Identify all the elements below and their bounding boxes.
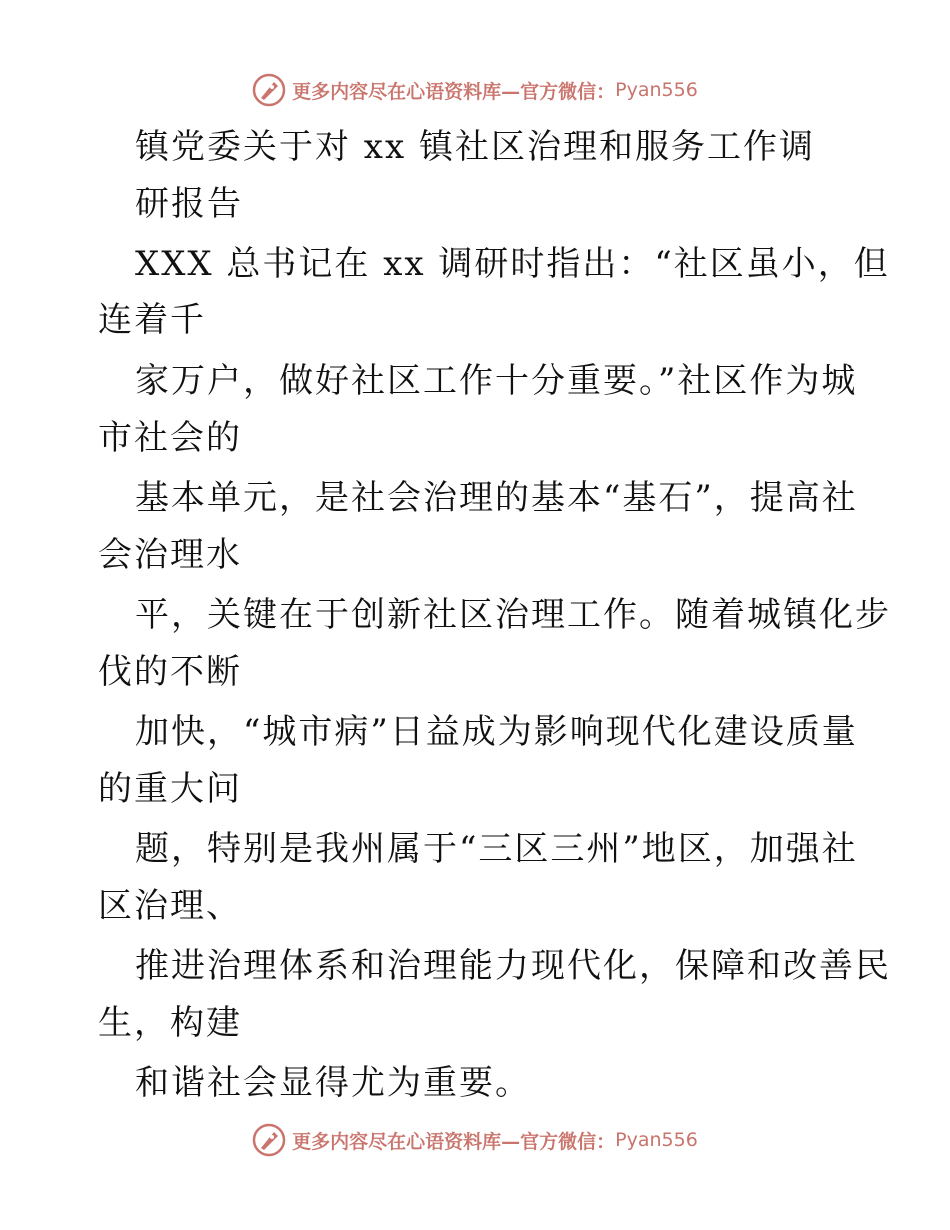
watermark-header <box>0 70 950 110</box>
fountain-pen-logo-icon <box>252 1123 286 1157</box>
text-line: 镇党委关于对 xx 镇社区治理和服务工作调 <box>135 127 815 167</box>
text-line: 基本单元，是社会治理的基本“基石”，提高社 <box>135 478 858 518</box>
text-line: 会治理水 <box>98 535 242 575</box>
text-line: 市社会的 <box>98 418 242 458</box>
text-line: XXX 总书记在 xx 调研时指出：“社区虽小，但 <box>135 244 890 284</box>
text-line: 平，关键在于创新社区治理工作。随着城镇化步 <box>135 595 891 635</box>
text-line: 和谐社会显得尤为重要。 <box>135 1063 531 1103</box>
text-line: 生，构建 <box>98 1003 242 1043</box>
text-line: 加快，“城市病”日益成为影响现代化建设质量 <box>135 712 858 752</box>
watermark-wechat-id: Pyan556 <box>615 1129 698 1151</box>
text-line: 伐的不断 <box>98 652 242 692</box>
watermark-footer <box>0 1120 950 1160</box>
text-line: 连着千 <box>98 300 206 340</box>
text-line: 的重大问 <box>98 769 242 809</box>
text-line: 推进治理体系和治理能力现代化，保障和改善民 <box>135 946 891 986</box>
text-line: 家万户，做好社区工作十分重要。”社区作为城 <box>135 361 858 401</box>
text-line: 研报告 <box>135 184 243 224</box>
fountain-pen-logo-icon <box>252 73 286 107</box>
watermark-text: 更多内容尽在心语资料库—官方微信： <box>292 80 616 103</box>
text-line: 区治理、 <box>98 886 242 926</box>
watermark-text: 更多内容尽在心语资料库—官方微信： <box>292 1130 616 1153</box>
text-line: 题，特别是我州属于“三区三州”地区，加强社 <box>135 829 858 869</box>
watermark-wechat-id: Pyan556 <box>615 79 698 101</box>
